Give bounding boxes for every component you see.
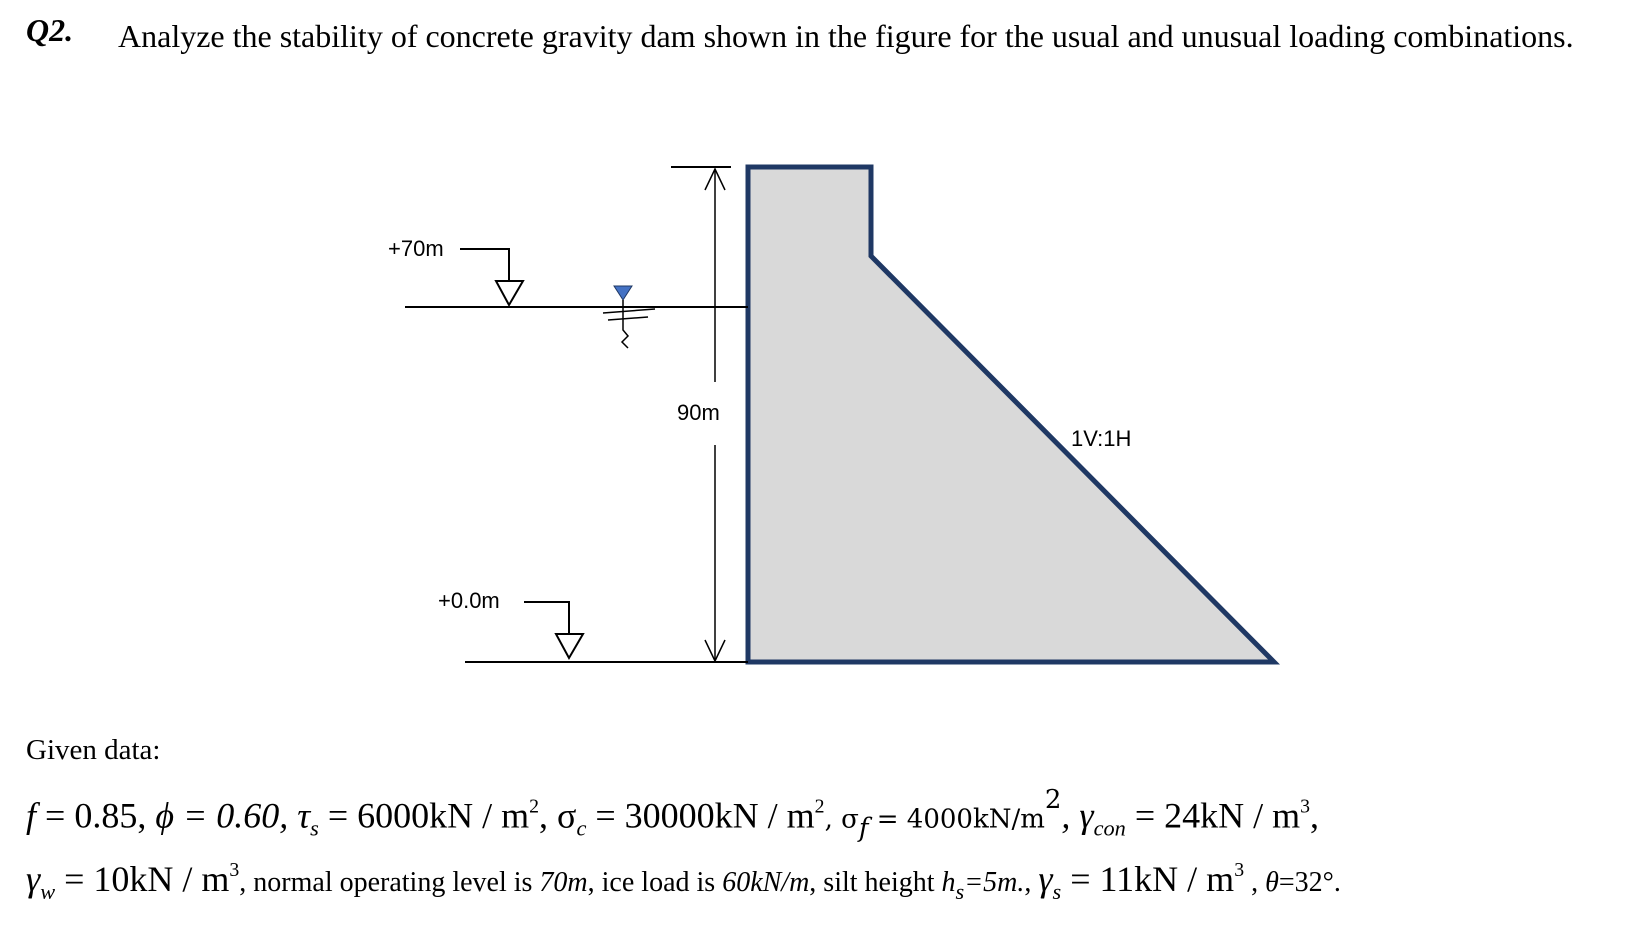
sigma-f-value: = 4000kN/m xyxy=(868,804,1045,835)
tau-exponent: 2 xyxy=(529,795,540,818)
gamma-con-exponent: 3 xyxy=(1300,795,1311,818)
gamma-con-value: = 24kN / m xyxy=(1125,795,1301,836)
level-leader-line-70 xyxy=(460,249,509,284)
tau-subscript: s xyxy=(310,815,319,841)
dam-body xyxy=(748,167,1274,662)
phi-value: ϕ = 0.60, xyxy=(155,795,298,836)
level-marker-70-icon xyxy=(496,281,523,305)
gamma-s-subscript: s xyxy=(1052,878,1062,904)
gamma-s-value: = 11kN / m xyxy=(1061,859,1235,899)
f-value: = 0.85, xyxy=(36,795,156,836)
level-marker-0-icon xyxy=(556,634,583,658)
water-level-icon xyxy=(614,286,632,300)
f-symbol: f xyxy=(26,795,37,836)
gamma-w-exponent: 3 xyxy=(229,859,240,882)
sigma-f-symbol: , σ xyxy=(824,804,859,835)
text-separator: , xyxy=(1024,867,1039,898)
sigma-f-exponent: 2 xyxy=(1044,785,1062,815)
gamma-con-symbol: , γ xyxy=(1061,795,1094,836)
level-leader-line-0 xyxy=(524,602,569,637)
gamma-w-value: = 10kN / m xyxy=(55,859,230,899)
text-silt-height: , silt height xyxy=(809,867,942,898)
gamma-w-symbol: γ xyxy=(26,859,41,899)
sigma-c-subscript: c xyxy=(576,815,587,841)
gamma-w-subscript: w xyxy=(40,878,56,904)
question-text: Analyze the stability of concrete gravity dam shown in the figure for the usual and unusual loading combinations. xyxy=(118,18,1574,54)
hs-value: =5m. xyxy=(964,867,1025,898)
hs-symbol: h xyxy=(941,867,956,898)
sigma-c-value: = 30000kN / m xyxy=(586,795,815,836)
given-data-title: Given data: xyxy=(26,734,161,766)
ice-load-value: 60kN/m xyxy=(722,867,810,898)
hs-subscript: s xyxy=(955,878,965,904)
line1-end: , xyxy=(1310,795,1320,836)
text-operating-level: , normal operating level is xyxy=(239,867,540,898)
theta-symbol: θ xyxy=(1265,867,1279,898)
sigma-c-symbol: , σ xyxy=(539,795,577,836)
tau-symbol: τ xyxy=(297,795,311,836)
tau-value: = 6000kN / m xyxy=(318,795,530,836)
sigma-f-subscript: f xyxy=(858,813,869,844)
gamma-s-symbol: γ xyxy=(1038,859,1053,899)
operating-level-value: 70m xyxy=(539,867,588,898)
given-equation-line-2 xyxy=(26,858,1341,905)
base-level-label: +0.0m xyxy=(438,588,500,613)
text-ice-load: , ice load is xyxy=(587,867,723,898)
theta-value: =32°. xyxy=(1278,867,1341,898)
gamma-con-subscript: con xyxy=(1093,815,1126,841)
text-separator-2: , xyxy=(1244,867,1266,898)
slope-label: 1V:1H xyxy=(1071,426,1132,451)
given-equation-line-1 xyxy=(26,785,1319,844)
gamma-s-exponent: 3 xyxy=(1234,859,1245,882)
sigma-c-exponent: 2 xyxy=(814,795,825,818)
height-label: 90m xyxy=(677,400,720,425)
question-number: Q2. xyxy=(26,12,74,48)
upstream-level-label: +70m xyxy=(388,236,444,261)
